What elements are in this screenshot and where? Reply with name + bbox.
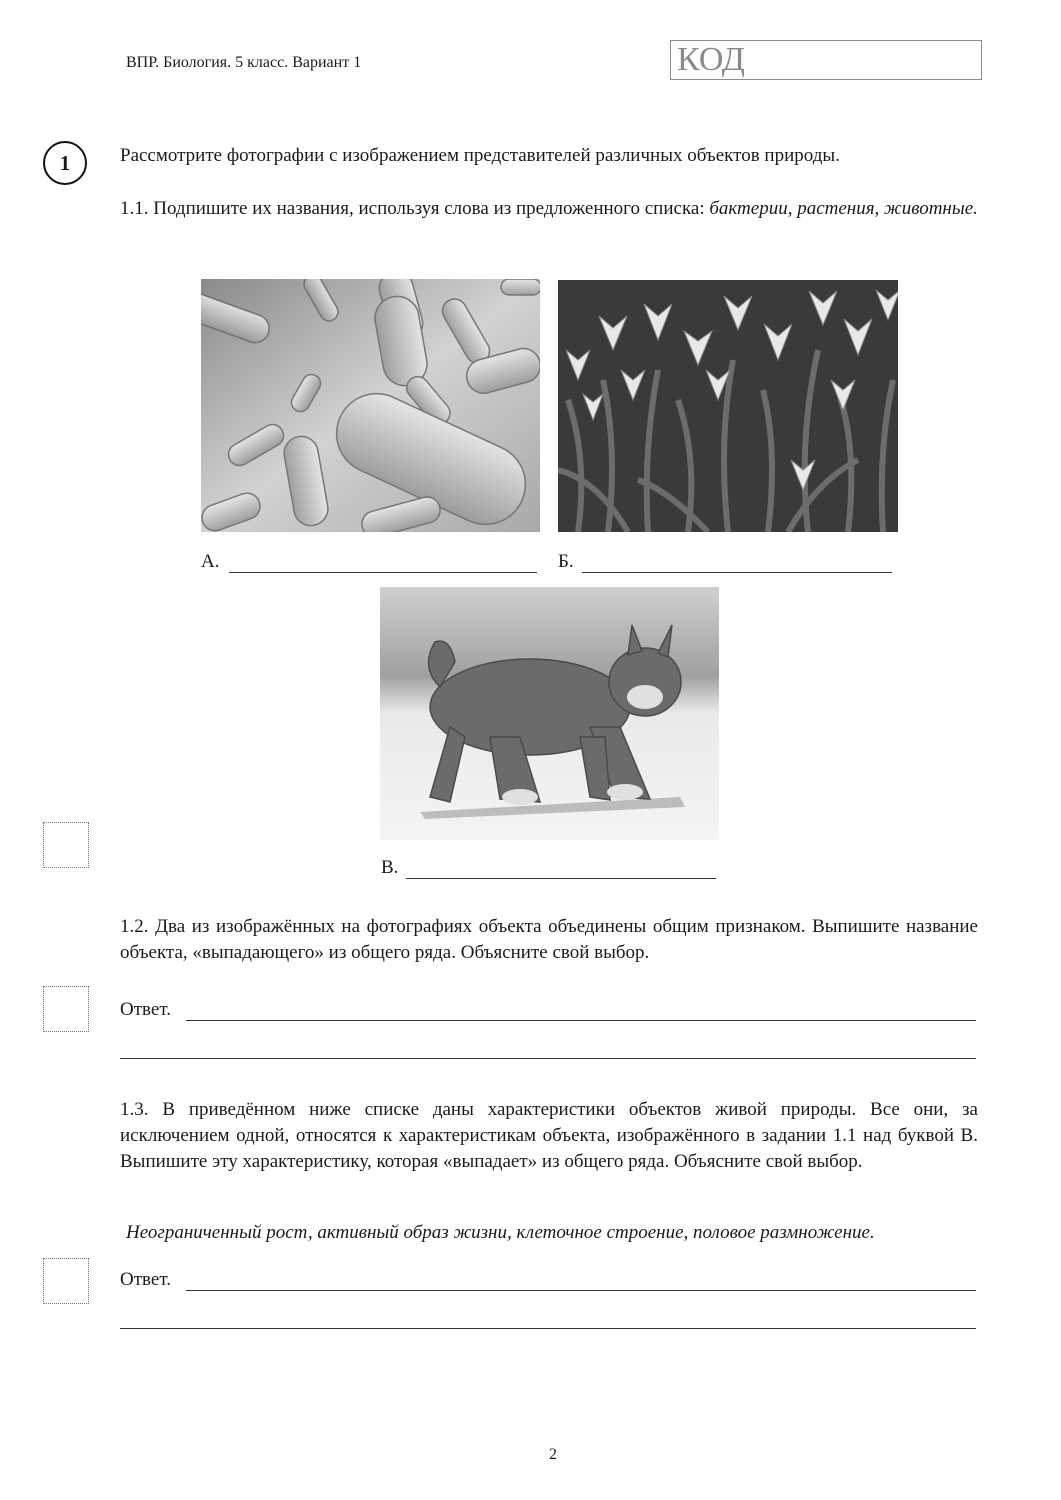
answer-line-v[interactable] — [406, 856, 716, 879]
answer-line-b[interactable] — [582, 550, 892, 573]
photo-bacteria — [201, 279, 540, 532]
answer-line-1-3b[interactable] — [120, 1306, 976, 1329]
caption-v: В. — [381, 857, 399, 878]
header-title: ВПР. Биология. 5 класс. Вариант 1 — [126, 54, 362, 71]
characteristics-list: Неограниченный рост, активный образ жизни, клеточное строение, половое размножение. — [126, 1222, 875, 1243]
answer-line-a[interactable] — [229, 550, 537, 573]
question-1-1 — [120, 196, 978, 222]
answer-line-1-2b[interactable] — [120, 1036, 976, 1059]
score-box-1-3[interactable] — [43, 1258, 89, 1304]
code-field[interactable]: КОД — [670, 40, 982, 80]
question-1-2: 1.2. Два из изображённых на фотографиях объекта объединены общим признаком. Выпишите название объекта, «выпадающего» из общего ряда. Объясните свой выбор. — [120, 916, 978, 963]
answer-label-1-3: Ответ. — [120, 1269, 171, 1290]
answer-label-1-2: Ответ. — [120, 999, 171, 1020]
caption-a: А. — [201, 551, 220, 572]
question-1-3: 1.3. В приведённом ниже списке даны характеристики объектов живой природы. Все они, за исключением одной, относятся к характеристикам объекта, изображённого в задании 1.1 над буквой В. Выпишите эту характеристику, которая «выпадает» из общего ряда. Объясните свой выбор. — [120, 1099, 978, 1172]
page-number: 2 — [549, 1446, 557, 1463]
score-box-1-2[interactable] — [43, 986, 89, 1032]
score-box-1-1[interactable] — [43, 822, 89, 868]
question-1-1-text: 1.1. Подпишите их названия, используя слова из предложенного списка: — [120, 198, 705, 219]
task-intro: Рассмотрите фотографии с изображением представителей различных объектов природы. — [120, 145, 840, 166]
answer-line-1-3a[interactable] — [186, 1268, 976, 1291]
lynx-image — [380, 587, 719, 840]
caption-b: Б. — [558, 551, 574, 572]
answer-line-1-2a[interactable] — [186, 998, 976, 1021]
photo-lynx — [380, 587, 719, 840]
photo-flowers — [558, 280, 898, 532]
task-number-badge: 1 — [43, 141, 87, 185]
question-1-1-options: бактерии, растения, животные. — [709, 198, 978, 219]
bacteria-image — [201, 279, 540, 532]
flowers-image — [558, 280, 898, 532]
